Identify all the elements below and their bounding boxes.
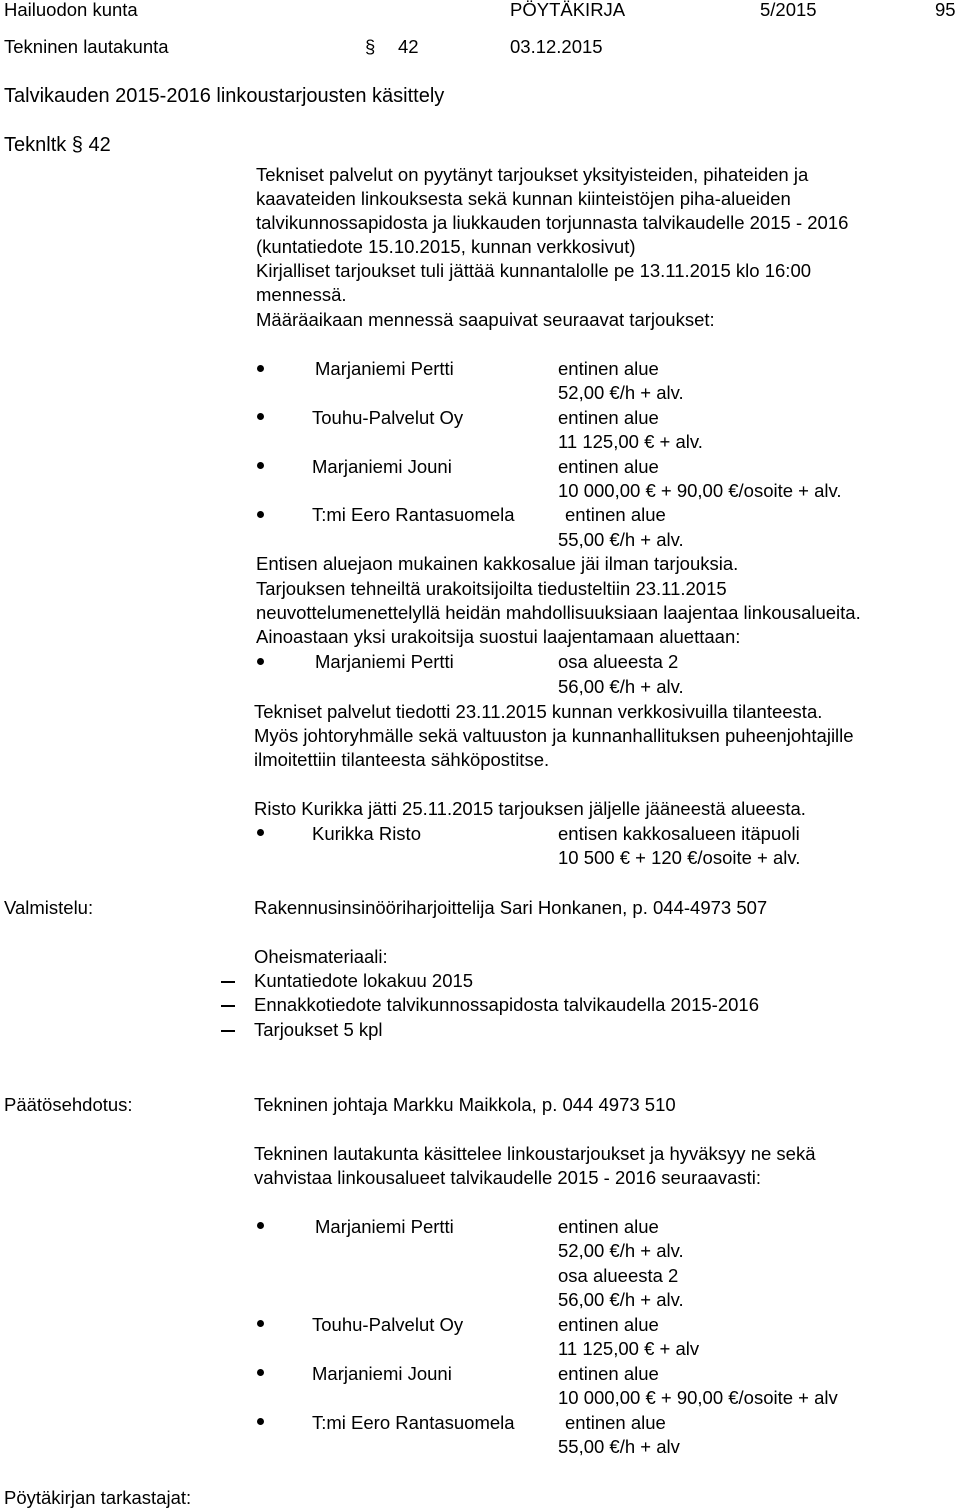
attachment-item: Tarjoukset 5 kpl bbox=[254, 1019, 383, 1040]
bullet-icon bbox=[257, 413, 264, 420]
proposal-item-line: 56,00 €/h + alv. bbox=[558, 1289, 684, 1310]
offer-price: 55,00 €/h + alv. bbox=[558, 529, 684, 550]
dash-icon bbox=[221, 981, 235, 983]
proposal-item-line: entinen alue bbox=[558, 1314, 659, 1335]
intro-line: kaavateiden linkouksesta sekä kunnan kiinteistöjen piha-alueiden bbox=[256, 188, 791, 209]
offer-price: 56,00 €/h + alv. bbox=[558, 676, 684, 697]
proposal-item-line: 55,00 €/h + alv bbox=[558, 1436, 680, 1457]
header-divider bbox=[0, 58, 960, 59]
proposal-item-line: 10 000,00 € + 90,00 €/osoite + alv bbox=[558, 1387, 838, 1408]
offer-area: entinen alue bbox=[565, 504, 666, 525]
body-line: Ainoastaan yksi urakoitsija suostui laajentamaan aluettaan: bbox=[256, 626, 741, 647]
attachment-item: Kuntatiedote lokakuu 2015 bbox=[254, 970, 474, 991]
proposal-item-name: Marjaniemi Pertti bbox=[315, 1216, 454, 1237]
proposal-item-line: 52,00 €/h + alv. bbox=[558, 1240, 684, 1261]
body-line: Risto Kurikka jätti 25.11.2015 tarjouksen jäljelle jääneestä alueesta. bbox=[254, 798, 806, 819]
dash-icon bbox=[221, 1030, 235, 1032]
offer-price: 11 125,00 € + alv. bbox=[558, 431, 703, 452]
attachments-label: Oheismateriaali: bbox=[254, 946, 388, 967]
bullet-icon bbox=[257, 1222, 264, 1229]
proposal-line: Tekninen lautakunta käsittelee linkoustarjoukset ja hyväksyy ne sekä bbox=[254, 1143, 816, 1164]
bullet-icon bbox=[257, 511, 264, 518]
proposal-item-line: 11 125,00 € + alv bbox=[558, 1338, 700, 1359]
proposal-item-line: entinen alue bbox=[565, 1412, 666, 1433]
offer-area: entinen alue bbox=[558, 358, 659, 379]
bullet-icon bbox=[257, 1418, 264, 1425]
offer-price: 52,00 €/h + alv. bbox=[558, 382, 684, 403]
doc-number: 5/2015 bbox=[760, 0, 817, 20]
offer-name: Marjaniemi Pertti bbox=[315, 358, 454, 379]
intro-line: Määräaikaan mennessä saapuivat seuraavat tarjoukset: bbox=[256, 309, 715, 330]
page-number: 95 bbox=[935, 0, 956, 20]
section-label: Teknltk § 42 bbox=[4, 134, 111, 156]
preparation-label: Valmistelu: bbox=[4, 897, 94, 918]
offer-area: entinen alue bbox=[558, 407, 659, 428]
offer-name: T:mi Eero Rantasuomela bbox=[312, 504, 515, 525]
offer-name: Marjaniemi Jouni bbox=[312, 456, 452, 477]
preparation-text: Rakennusinsinööriharjoittelija Sari Honkanen, p. 044-4973 507 bbox=[254, 897, 768, 918]
bullet-icon bbox=[257, 462, 264, 469]
proposal-item-line: osa alueesta 2 bbox=[558, 1265, 679, 1286]
bullet-icon bbox=[257, 1320, 264, 1327]
intro-line: (kuntatiedote 15.10.2015, kunnan verkkosivut) bbox=[256, 236, 636, 257]
body-line: Entisen aluejaon mukainen kakkosalue jäi ilman tarjouksia. bbox=[256, 553, 739, 574]
section-label-number: 42 bbox=[88, 134, 111, 156]
body-line: ilmoitettiin tilanteesta sähköpostitse. bbox=[254, 749, 550, 770]
attachment-item: Ennakkotiedote talvikunnossapidosta talvikaudella 2015-2016 bbox=[254, 994, 759, 1015]
proposal-item-line: entinen alue bbox=[558, 1363, 659, 1384]
reviewers-label: Pöytäkirjan tarkastajat: bbox=[4, 1487, 192, 1508]
dash-icon bbox=[221, 1005, 235, 1007]
proposal-item-name: Touhu-Palvelut Oy bbox=[312, 1314, 464, 1335]
body-line: neuvottelumenettelyllä heidän mahdollisuuksiaan laajentaa linkousalueita. bbox=[256, 602, 861, 623]
offer-area: entisen kakkosalueen itäpuoli bbox=[558, 823, 800, 844]
offer-price: 10 500 € + 120 €/osoite + alv. bbox=[558, 847, 801, 868]
section-label-text: Teknltk bbox=[4, 134, 67, 156]
page-title: Talvikauden 2015-2016 linkoustarjousten käsittely bbox=[4, 85, 445, 107]
proposal-item-name: T:mi Eero Rantasuomela bbox=[312, 1412, 515, 1433]
proposal-line: vahvistaa linkousalueet talvikaudelle 2015 - 2016 seuraavasti: bbox=[254, 1167, 762, 1188]
bullet-icon bbox=[257, 829, 264, 836]
bullet-icon bbox=[257, 658, 264, 665]
offer-area: osa alueesta 2 bbox=[558, 651, 679, 672]
offer-name: Touhu-Palvelut Oy bbox=[312, 407, 464, 428]
section-number: 42 bbox=[398, 36, 419, 57]
section-sign: § bbox=[365, 36, 376, 57]
bullet-icon bbox=[257, 365, 264, 372]
org-name: Hailuodon kunta bbox=[4, 0, 138, 20]
body-line: Myös johtoryhmälle sekä valtuuston ja kunnanhallituksen puheenjohtajille bbox=[254, 725, 854, 746]
intro-line: mennessä. bbox=[256, 284, 347, 305]
intro-line: talvikunnossapidosta ja liukkauden torjunnasta talvikaudelle 2015 - 2016 bbox=[256, 212, 849, 233]
bullet-icon bbox=[257, 1369, 264, 1376]
body-line: Tekniset palvelut tiedotti 23.11.2015 kunnan verkkosivuilla tilanteesta. bbox=[254, 701, 823, 722]
offer-name: Marjaniemi Pertti bbox=[315, 651, 454, 672]
proposal-label: Päätösehdotus: bbox=[4, 1094, 133, 1115]
committee-name: Tekninen lautakunta bbox=[4, 36, 169, 57]
proposal-item-name: Marjaniemi Jouni bbox=[312, 1363, 452, 1384]
meeting-date: 03.12.2015 bbox=[510, 36, 603, 57]
intro-line: Tekniset palvelut on pyytänyt tarjoukset yksityisteiden, pihateiden ja bbox=[256, 164, 809, 185]
doc-type: PÖYTÄKIRJA bbox=[510, 0, 626, 20]
proposal-item-line: entinen alue bbox=[558, 1216, 659, 1237]
intro-line: Kirjalliset tarjoukset tuli jättää kunnantalolle pe 13.11.2015 klo 16:00 bbox=[256, 260, 812, 281]
body-line: Tarjouksen tehneiltä urakoitsijoilta tiedusteltiin 23.11.2015 bbox=[256, 578, 727, 599]
offer-area: entinen alue bbox=[558, 456, 659, 477]
offer-name: Kurikka Risto bbox=[312, 823, 421, 844]
proposal-text: Tekninen johtaja Markku Maikkola, p. 044 4973 510 bbox=[254, 1094, 676, 1115]
offer-price: 10 000,00 € + 90,00 €/osoite + alv. bbox=[558, 480, 842, 501]
